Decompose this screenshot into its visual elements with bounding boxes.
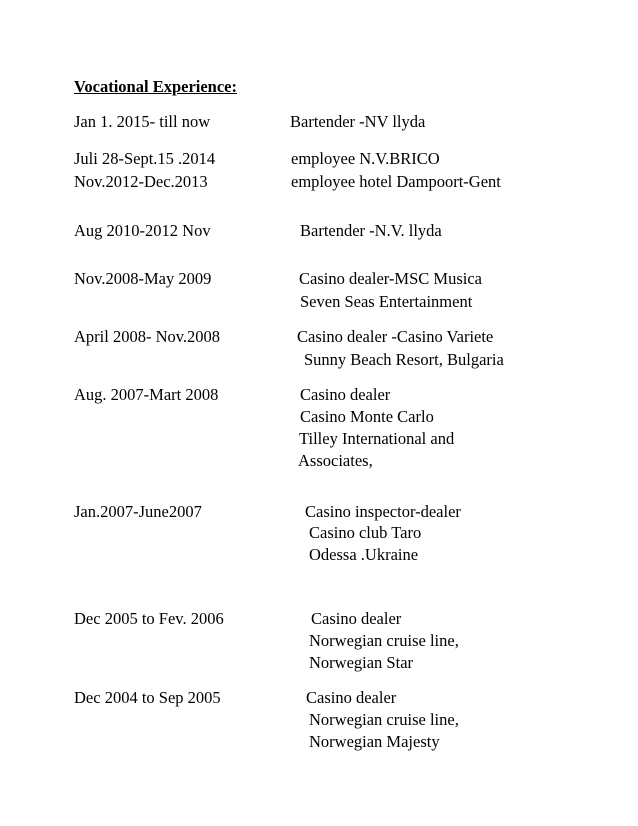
entry-line: Norwegian cruise line, <box>309 631 459 650</box>
entry-line: Casino dealer <box>311 609 402 628</box>
entry-line: employee hotel Dampoort-Gent <box>291 172 501 191</box>
entry-date: Jan 1. 2015- till now <box>74 112 211 131</box>
entry-line: Odessa .Ukraine <box>309 545 419 564</box>
entry-line: Bartender -N.V. llyda <box>300 221 442 240</box>
entry-line: employee N.V.BRICO <box>291 149 440 168</box>
entry-date: April 2008- Nov.2008 <box>74 327 221 346</box>
entry-line: Bartender -NV llyda <box>290 112 426 131</box>
entry-line: Casino inspector-dealer <box>305 502 461 521</box>
entry-line: Casino dealer <box>300 385 391 404</box>
entry-line: Casino dealer -Casino Variete <box>297 327 494 346</box>
entry-date: Nov.2012-Dec.2013 <box>74 172 208 191</box>
entry-date: Dec 2005 to Fev. 2006 <box>74 609 224 628</box>
entry-line: Associates, <box>298 451 373 470</box>
entry-line: Casino dealer-MSC Musica <box>299 269 482 288</box>
entry-date: Juli 28-Sept.15 .2014 <box>74 149 216 168</box>
entry-date: Dec 2004 to Sep 2005 <box>74 688 221 707</box>
entry-line: Tilley International and <box>299 429 455 448</box>
entry-date: Jan.2007-June2007 <box>74 502 202 521</box>
entry-line: Norwegian cruise line, <box>309 710 459 729</box>
entry-line: Norwegian Majesty <box>309 732 440 751</box>
entry-date: Aug 2010-2012 Nov <box>74 221 211 240</box>
entry-line: Sunny Beach Resort, Bulgaria <box>304 350 504 369</box>
section-heading: Vocational Experience: <box>74 77 237 96</box>
entry-line: Casino dealer <box>306 688 397 707</box>
entry-line: Casino Monte Carlo <box>300 407 434 426</box>
entry-line: Casino club Taro <box>309 523 422 542</box>
entry-date: Aug. 2007-Mart 2008 <box>74 385 219 404</box>
entry-date: Nov.2008-May 2009 <box>74 269 212 288</box>
entry-line: Norwegian Star <box>309 653 414 672</box>
entry-line: Seven Seas Entertainment <box>300 292 473 311</box>
